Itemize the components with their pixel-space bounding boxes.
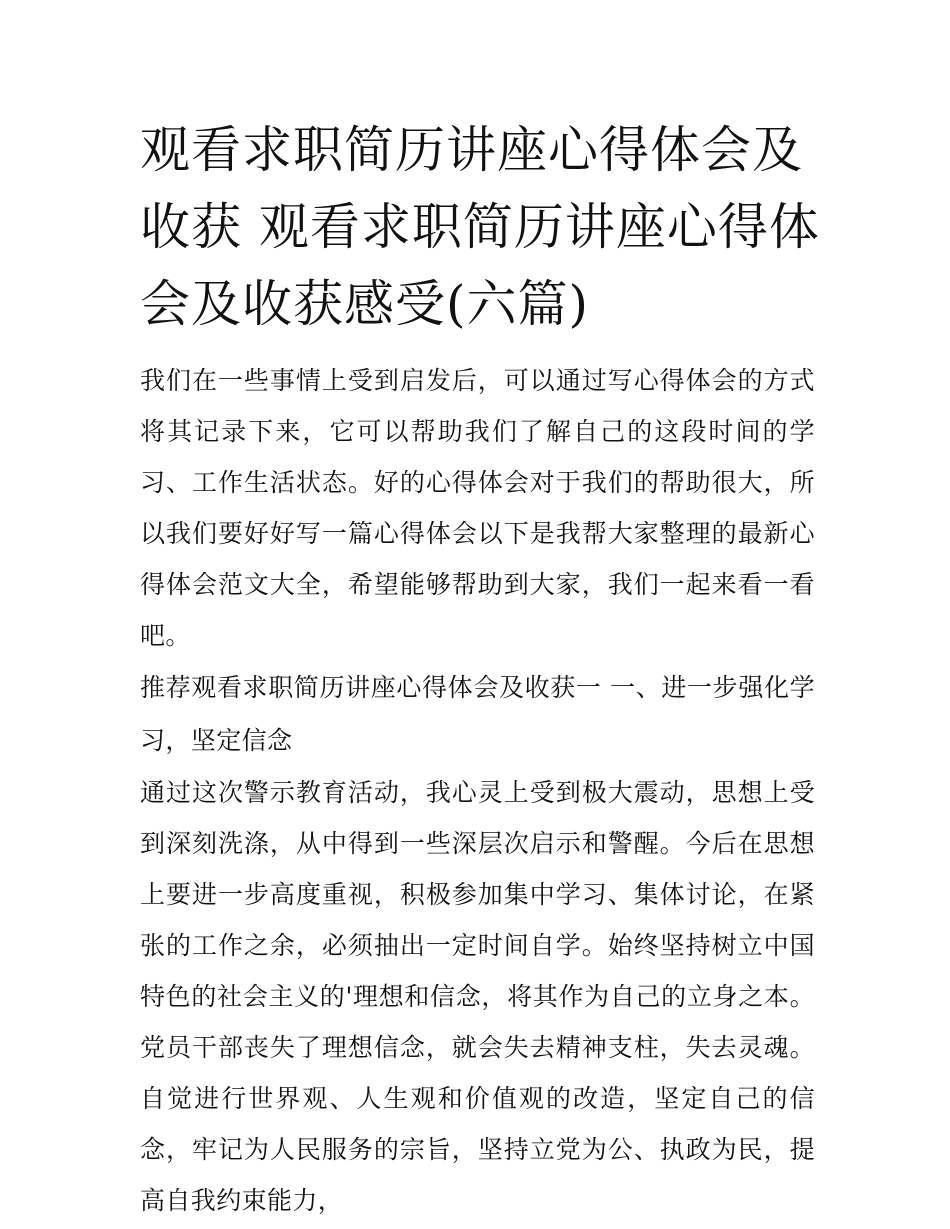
body-paragraph: 通过这次警示教育活动，我心灵上受到极大震动，思想上受到深刻洗涤，从中得到一些深层次启示和警醒。今后在思想上要进一步高度重视，积极参加集中学习、集体讨论，在紧张的工作之余，必须抽出一定时间自学。始终坚持树立中国特色的社会主义的'理想和信念，将其作为自己的立身之本。党员干部丧失了理想信念，就会失去精神支柱，失去灵魂。自觉进行世界观、人生观和价值观的改造，坚定自己的信念，牢记为人民服务的宗旨，坚持立党为公、执政为民，提高自我约束能力， bbox=[140, 778, 815, 1215]
document-body bbox=[140, 355, 815, 1226]
intro-paragraph: 我们在一些事情上受到启发后，可以通过写心得体会的方式将其记录下来，它可以帮助我们了解自己的这段时间的学习、工作生活状态。好的心得体会对于我们的帮助很大，所以我们要好好写一篇心得体会以下是我帮大家整理的最新心得体会范文大全，希望能够帮助到大家，我们一起来看一看吧。 bbox=[140, 366, 815, 650]
section-heading: 推荐观看求职简历讲座心得体会及收获一 一、进一步强化学习，坚定信念 bbox=[140, 673, 815, 755]
document-title: 观看求职简历讲座心得体会及收获 观看求职简历讲座心得体会及收获感受(六篇) bbox=[140, 121, 820, 333]
